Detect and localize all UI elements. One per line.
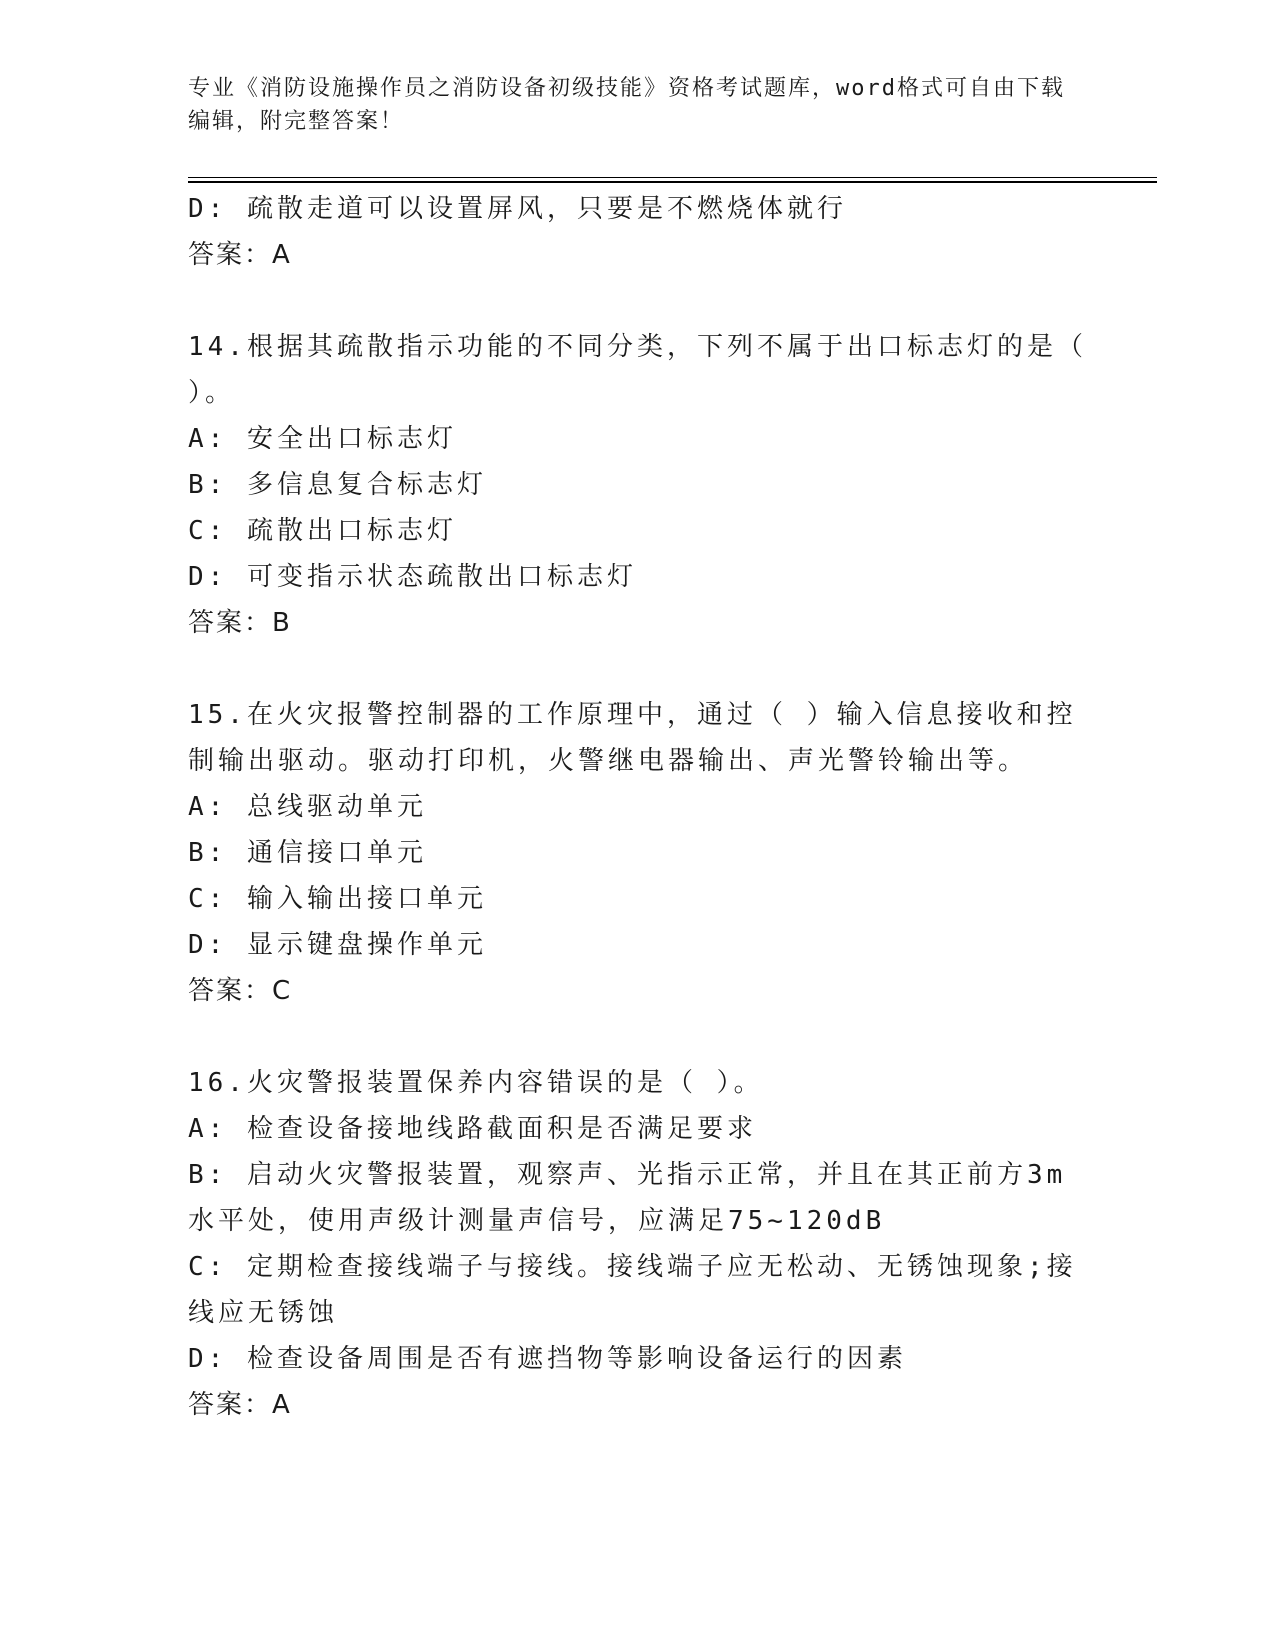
option-b: B: 多信息复合标志灯 xyxy=(188,470,487,500)
option-d: D: 检查设备周围是否有遮挡物等影响设备运行的因素 xyxy=(188,1344,907,1374)
document-header xyxy=(188,72,1068,138)
header-divider xyxy=(188,177,1157,183)
question-stem: 15.在火灾报警控制器的工作原理中，通过（ ）输入信息接收和控制输出驱动。驱动打印机，火警继电器输出、声光警铃输出等。 xyxy=(188,700,1077,776)
option-d: D: 显示键盘操作单元 xyxy=(188,930,487,960)
option-c: C: 疏散出口标志灯 xyxy=(188,516,457,546)
answer: 答案：C xyxy=(188,976,293,1006)
option-d: D: 疏散走道可以设置屏风，只要是不燃烧体就行 xyxy=(188,194,847,224)
question-14 xyxy=(188,324,1088,646)
answer: 答案：A xyxy=(188,1390,292,1420)
answer: 答案：B xyxy=(188,608,292,638)
option-a: A: 检查设备接地线路截面积是否满足要求 xyxy=(188,1114,757,1144)
option-b: B: 通信接口单元 xyxy=(188,838,427,868)
spacer xyxy=(188,278,1088,324)
spacer xyxy=(188,1014,1088,1060)
option-a: A: 安全出口标志灯 xyxy=(188,424,457,454)
option-c: C: 定期检查接线端子与接线。接线端子应无松动、无锈蚀现象;接线应无锈蚀 xyxy=(188,1252,1077,1328)
spacer xyxy=(188,646,1088,692)
question-16 xyxy=(188,1060,1088,1428)
option-a: A: 总线驱动单元 xyxy=(188,792,427,822)
header-text: 专业《消防设施操作员之消防设备初级技能》资格考试题库，word格式可自由下载编辑，附完整答案！ xyxy=(188,76,1065,134)
question-content xyxy=(188,186,1088,1428)
question-13-tail xyxy=(188,186,1088,278)
option-b: B: 启动火灾警报装置，观察声、光指示正常，并且在其正前方3m水平处，使用声级计测量声信号，应满足75~120dB xyxy=(188,1160,1067,1236)
answer: 答案：A xyxy=(188,240,292,270)
question-stem: 14.根据其疏散指示功能的不同分类，下列不属于出口标志灯的是（ ）。 xyxy=(188,332,1087,408)
option-c: C: 输入输出接口单元 xyxy=(188,884,487,914)
option-d: D: 可变指示状态疏散出口标志灯 xyxy=(188,562,637,592)
question-stem: 16.火灾警报装置保养内容错误的是（ ）。 xyxy=(188,1068,764,1098)
question-15 xyxy=(188,692,1088,1014)
